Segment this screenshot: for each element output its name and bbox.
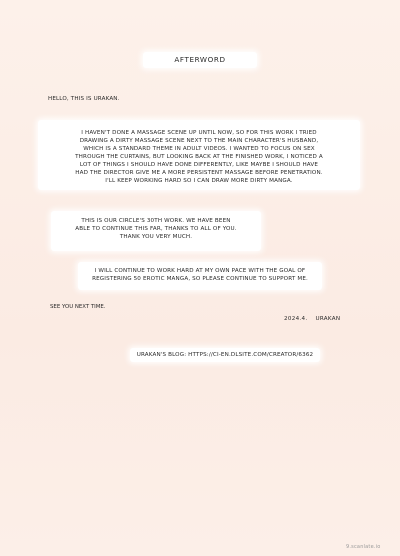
paragraph-box-1 — [38, 120, 360, 190]
blog-box — [130, 348, 320, 362]
paragraph-box-2 — [51, 211, 261, 251]
paragraph-2: THIS IS OUR CIRCLE'S 30TH WORK. WE HAVE BEEN ABLE TO CONTINUE THIS FAR, THANKS TO ALL OF YOU. THANK YOU VERY MUCH. — [75, 218, 237, 240]
paragraph-box-3 — [78, 262, 322, 290]
signature — [284, 316, 340, 322]
signature-date: 2024.4. — [284, 316, 308, 322]
see-you-text: SEE YOU NEXT TIME. — [50, 304, 106, 310]
paragraph-1: I HAVEN'T DONE A MASSAGE SCENE UP UNTIL NOW, SO FOR THIS WORK I TRIED DRAWING A DIRTY MASSAGE SCENE NEXT TO THE MAIN CHARACTER'S HUSBAND, WHICH IS A STANDARD THEME IN ADULT VIDEOS. I WANTED TO FOCUS ON SEX THROUGH THE CURTAINS, BUT LOOKING BACK AT THE FINISHED WORK, I NOTICED A LOT OF THINGS I SHOULD HAVE DONE DIFFERENTLY, LIKE MAYBE I SHOULD HAVE HAD THE DIRECTOR GIVE ME A MORE PERSISTENT MASSAGE BEFORE PENETRATION. I'LL KEEP WORKING HARD SO I CAN DRAW MORE DIRTY MANGA. — [75, 130, 323, 184]
paragraph-3: I WILL CONTINUE TO WORK HARD AT MY OWN PACE WITH THE GOAL OF REGISTERING 50 EROTIC MANGA, SO PLEASE CONTINUE TO SUPPORT ME. — [92, 268, 308, 282]
watermark: 9.scanlate.io — [346, 544, 381, 550]
signature-author: URAKAN — [315, 316, 341, 322]
greeting-text: HELLO, THIS IS URAKAN. — [48, 96, 120, 102]
page-title: AFTERWORD — [174, 55, 226, 64]
title-box — [143, 52, 257, 68]
blog-link[interactable]: URAKAN'S BLOG: HTTPS://CI-EN.DLSITE.COM/CREATOR/6362 — [136, 352, 314, 358]
